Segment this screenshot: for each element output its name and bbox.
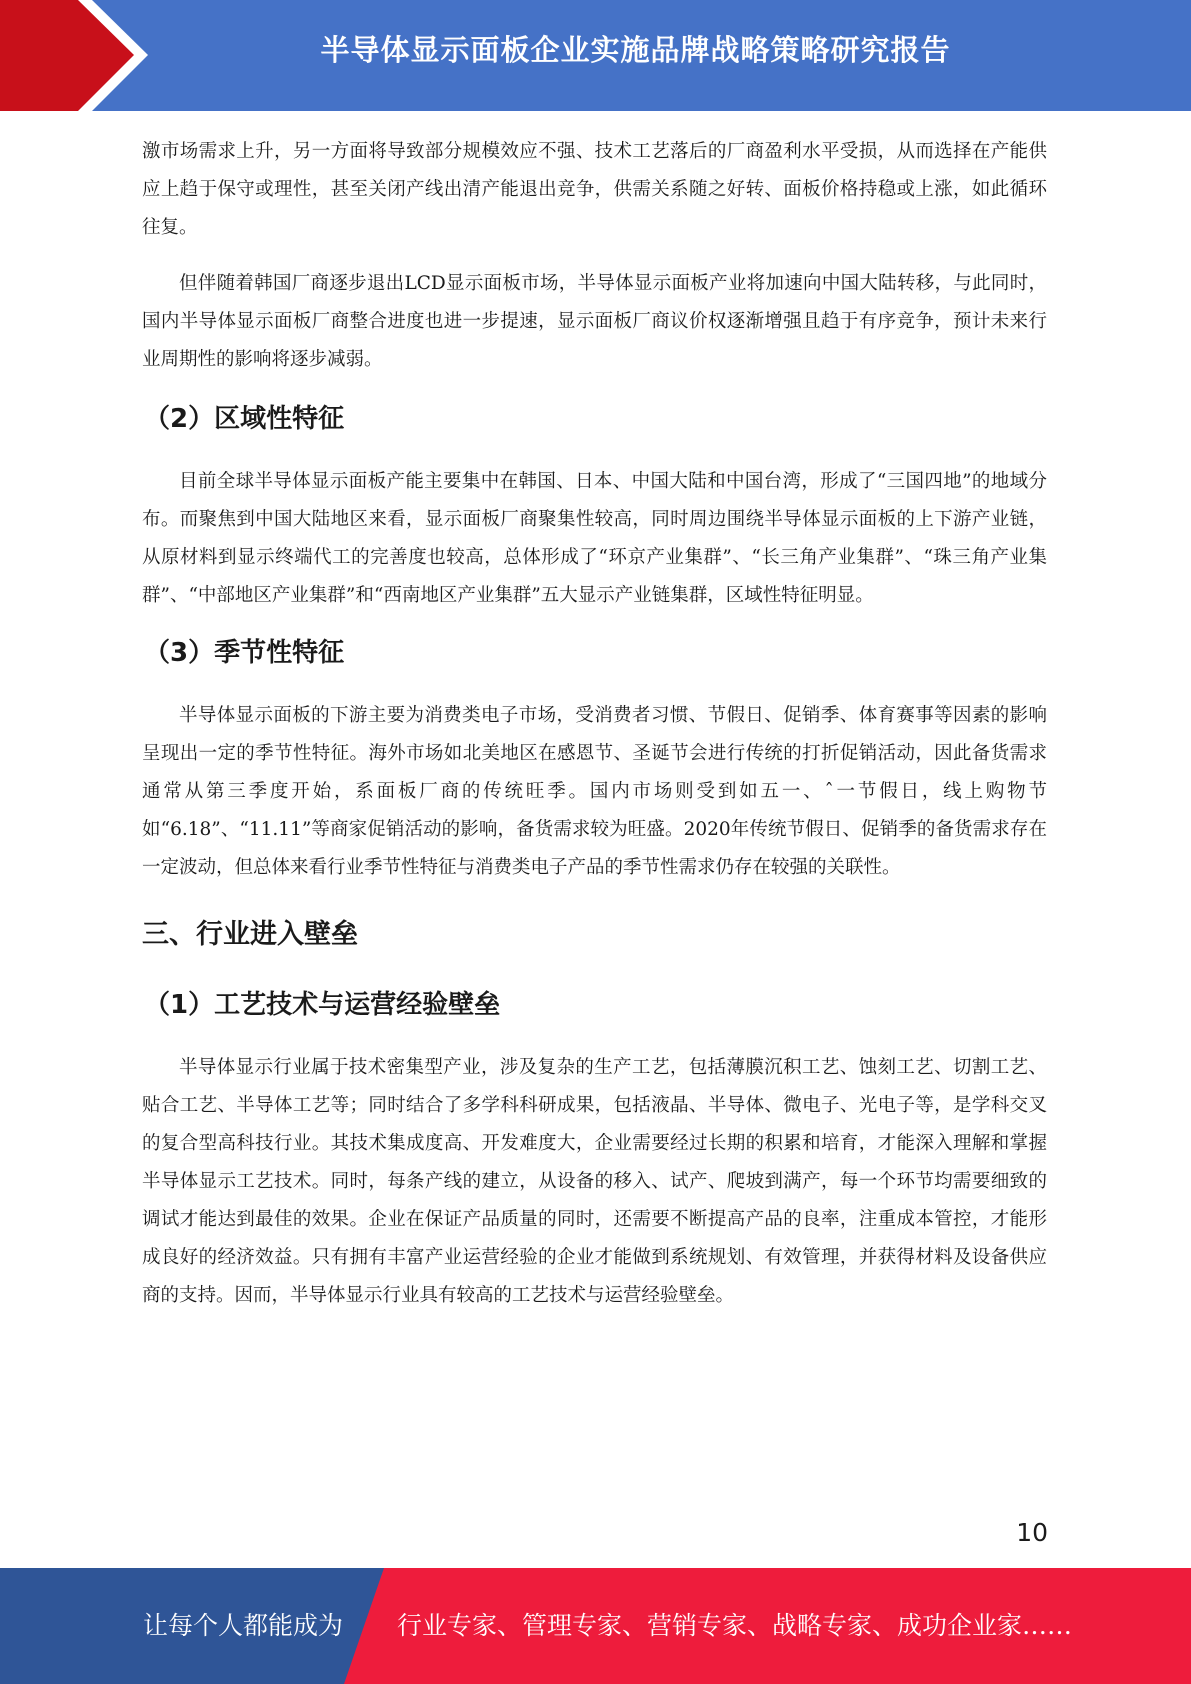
page-content xyxy=(142,133,1047,1315)
paragraph-cycle-continued: 激市场需求上升，另一方面将导致部分规模效应不强、技术工艺落后的厂商盈利水平受损，从而选择在产能供应上趋于保守或理性，甚至关闭产线出清产能退出竞争，供需关系随之好转、面板价格持稳或上涨，如此循环往复。 xyxy=(142,141,1047,238)
paragraph-regional-features: 目前全球半导体显示面板产能主要集中在韩国、日本、中国大陆和中国台湾，形成了“三国四地”的地域分布。而聚焦到中国大陆地区来看，显示面板厂商聚集性较高，同时周边围绕半导体显示面板的上下游产业链，从原材料到显示终端代工的完善度也较高，总体形成了“环京产业集群”、“长三角产业集群”、“珠三角产业集群”、“中部地区产业集群”和“西南地区产业集群”五大显示产业链集群，区域性特征明显。 xyxy=(142,471,1047,606)
footer-slogan-right: 行业专家、管理专家、营销专家、战略专家、成功企业家…… xyxy=(397,1611,1073,1640)
heading-regional-features: （2）区域性特征 xyxy=(144,404,345,434)
paragraph-seasonal-features: 半导体显示面板的下游主要为消费类电子市场，受消费者习惯、节假日、促销季、体育赛事等因素的影响呈现出一定的季节性特征。海外市场如北美地区在感恩节、圣诞节会进行传统的打折促销活动，因此备货需求通常从第三季度开始，系面板厂商的传统旺季。国内市场则受到如五一、ˆ一节假日，线上购物节如“6.18”、“11.11”等商家促销活动的影响，备货需求较为旺盛。2020年传统节假日、促销季的备货需求存在一定波动，但总体来看行业季节性特征与消费类电子产品的季节性需求仍存在较强的关联性。 xyxy=(142,705,1047,878)
footer-slogan-left: 让每个人都能成为 xyxy=(143,1611,344,1640)
page-header xyxy=(0,0,1191,111)
paragraph-tech-barrier: 半导体显示行业属于技术密集型产业，涉及复杂的生产工艺，包括薄膜沉积工艺、蚀刻工艺、切割工艺、贴合工艺、半导体工艺等；同时结合了多学科科研成果，包括液晶、半导体、微电子、光电子等，是学科交叉的复合型高科技行业。其技术集成度高、开发难度大，企业需要经过长期的积累和培育，才能深入理解和掌握半导体显示工艺技术。同时，每条产线的建立，从设备的移入、试产、爬坡到满产，每一个环节均需要细致的调试才能达到最佳的效果。企业在保证产品质量的同时，还需要不断提高产品的良率，注重成本管控，才能形成良好的经济效益。只有拥有丰富产业运营经验的企业才能做到系统规划、有效管理，并获得材料及设备供应商的支持。因而，半导体显示行业具有较高的工艺技术与运营经验壁垒。 xyxy=(142,1057,1047,1306)
heading-seasonal-features: （3）季节性特征 xyxy=(144,638,345,668)
page-number: 10 xyxy=(1016,1518,1048,1547)
page-footer xyxy=(0,1568,1191,1684)
paragraph-korea-exit: 但伴随着韩国厂商逐步退出LCD显示面板市场，半导体显示面板产业将加速向中国大陆转移，与此同时，国内半导体显示面板厂商整合进度也进一步提速，显示面板厂商议价权逐渐增强且趋于有序竞争，预计未来行业周期性的影响将逐步减弱。 xyxy=(142,273,1047,370)
report-title: 半导体显示面板企业实施品牌战略策略研究报告 xyxy=(320,33,951,67)
heading-entry-barriers: 三、行业进入壁垒 xyxy=(142,919,358,950)
heading-tech-barrier: （1）工艺技术与运营经验壁垒 xyxy=(144,990,501,1020)
